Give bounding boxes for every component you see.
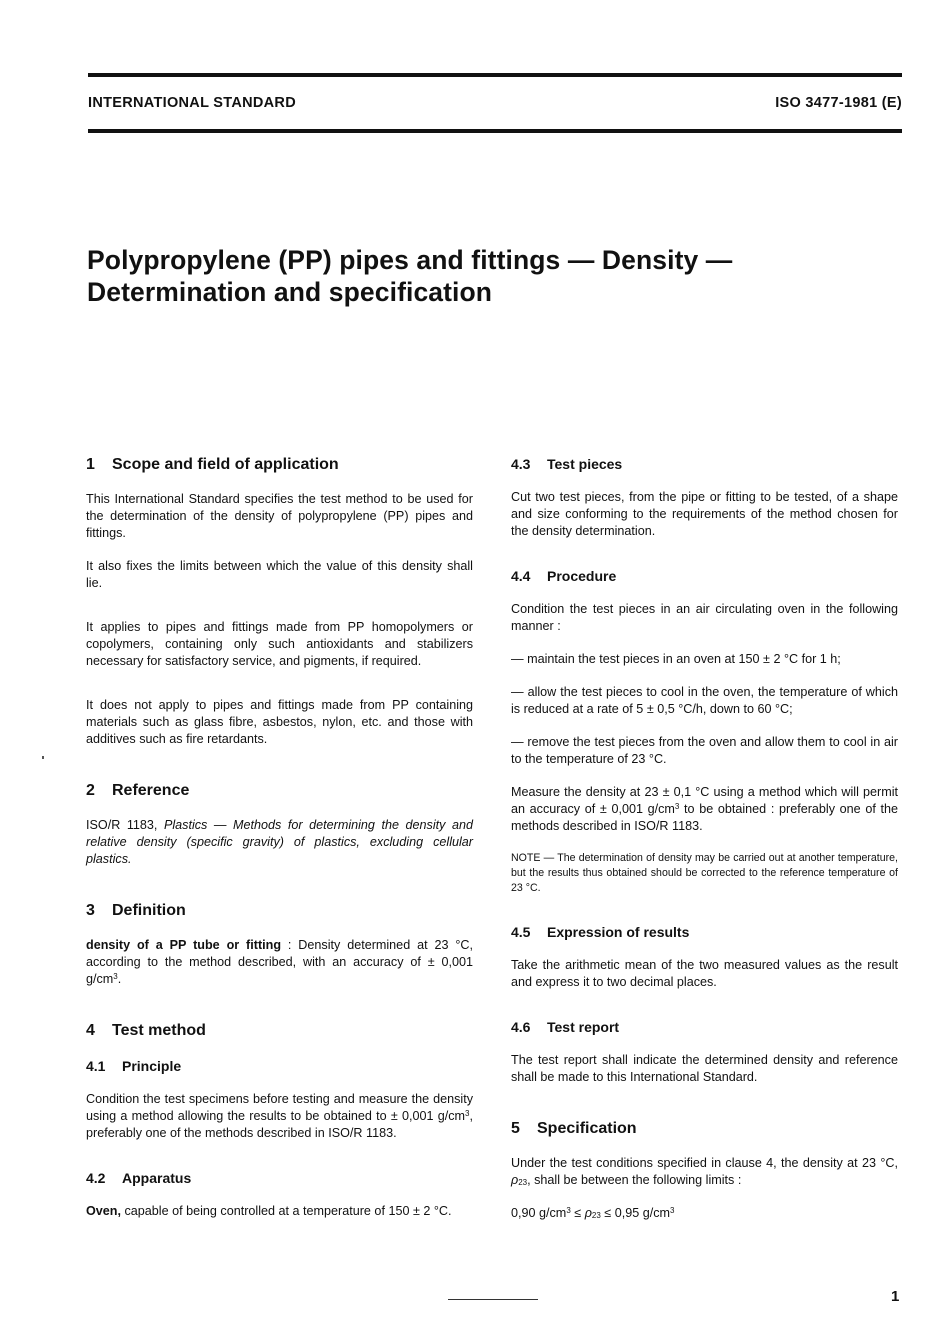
section-4-4-heading: 4.4 Procedure <box>511 568 617 584</box>
section-4-6-heading: 4.6 Test report <box>511 1019 620 1035</box>
section-5-heading: 5 Specification <box>511 1120 637 1137</box>
test-pieces-text: Cut two test pieces, from the pipe or fitting to be tested, of a shape and size conforming to the requirements of the method chosen for the density determination. <box>511 490 898 538</box>
test-report-text: The test report shall indicate the determined density and reference shall be made to this International Standard. <box>511 1053 898 1084</box>
header-top-rule <box>88 73 902 77</box>
procedure-intro: Condition the test pieces in an air circulating oven in the following manner : <box>511 602 898 633</box>
section-4-heading: 4 Test method <box>86 1022 206 1039</box>
title-line-2: Determination and specification <box>87 277 493 307</box>
section-1-heading: 1 Scope and field of application <box>86 456 339 473</box>
scan-speck <box>42 756 44 759</box>
standard-number: ISO 3477-1981 (E) <box>775 95 902 111</box>
page-number: 1 <box>891 1288 900 1305</box>
procedure-step-1: — maintain the test pieces in an oven at 150 ± 2 °C for 1 h; <box>511 652 841 666</box>
title-line-1: Polypropylene (PP) pipes and fittings — Density — <box>87 245 733 275</box>
definition: density of a PP tube or fitting : Density determined at 23 °C, according to the method described, with an accuracy of ± 0,001 $g/cm^3$. <box>86 938 473 986</box>
section-4-2-heading: 4.2 Apparatus <box>86 1170 192 1186</box>
footer-rule <box>448 1299 538 1300</box>
left-column <box>86 455 473 1220</box>
density-limits-formula: 0,90 $g/cm^3 \le \rho_{23} \le 0,95$ $g/cm^3$ <box>511 1206 675 1220</box>
section-2-heading: 2 Reference <box>86 782 190 799</box>
document-type: INTERNATIONAL STANDARD <box>88 95 296 111</box>
apparatus-text: Oven, capable of being controlled at a temperature of 150 ± 2 °C. <box>86 1204 452 1218</box>
section-1-paragraph-4: It does not apply to pipes and fittings made from PP containing materials such as glass fibre, asbestos, nylon, etc. and those with additives such as fire retardants. <box>86 698 473 746</box>
specification-text: Under the test conditions specified in clause 4, the density at 23 °C, $\rho_{23}$, shall be between the following limits : <box>511 1156 898 1187</box>
measure-density-text: Measure the density at 23 ± 0,1 °C using a method which will permit an accuracy of ± 0,001 $g/cm^3$ to be obtained : preferably one of the methods described in ISO/R 1183. <box>511 785 898 833</box>
section-1-paragraph-1: This International Standard specifies the test method to be used for the determination of the density of polypropylene (PP) pipes and fittings. <box>86 492 473 540</box>
defined-term: density of a PP tube or fitting <box>86 938 282 952</box>
section-3-heading: 3 Definition <box>86 902 186 919</box>
principle-text: Condition the test specimens before testing and measure the density using a method allowing the results to be obtained to ± 0,001 $g/cm^3$, preferably one of the methods described in ISO/R 1183. <box>86 1092 473 1140</box>
expression-of-results-text: Take the arithmetic mean of the two measured values as the result and express it to two decimal places. <box>511 958 898 989</box>
section-4-3-heading: 4.3 Test pieces <box>511 456 623 472</box>
procedure-step-2: — allow the test pieces to cool in the oven, the temperature of which is reduced at a rate of 5 ± 0,5 °C/h, down to 60 °C; <box>511 685 898 716</box>
section-4-5-heading: 4.5 Expression of results <box>511 924 690 940</box>
document-title <box>87 244 867 308</box>
section-1-paragraph-3: It applies to pipes and fittings made from PP homopolymers or copolymers, containing only such antioxidants and stabilizers necessary for satisfactory service, and pigments, if required. <box>86 620 473 668</box>
procedure-step-3: — remove the test pieces from the oven and allow them to cool in air to the temperature of 23 °C. <box>511 735 898 766</box>
reference-title: Plastics — Methods for determining the density and relative density (specific gravity) of plastics, excluding cellular plastics. <box>86 818 473 866</box>
right-column <box>511 455 898 1222</box>
header-bottom-rule <box>88 129 902 133</box>
procedure-note: NOTE — The determination of density may be carried out at another temperature, but the results thus obtained should be corrected to the reference temperature of 23 °C. <box>511 852 898 894</box>
section-1-paragraph-2: It also fixes the limits between which the value of this density shall lie. <box>86 559 473 590</box>
reference-entry: ISO/R 1183, Plastics — Methods for determining the density and relative density (specific gravity) of plastics, excluding cellular plastics. <box>86 818 473 866</box>
section-4-1-heading: 4.1 Principle <box>86 1058 182 1074</box>
